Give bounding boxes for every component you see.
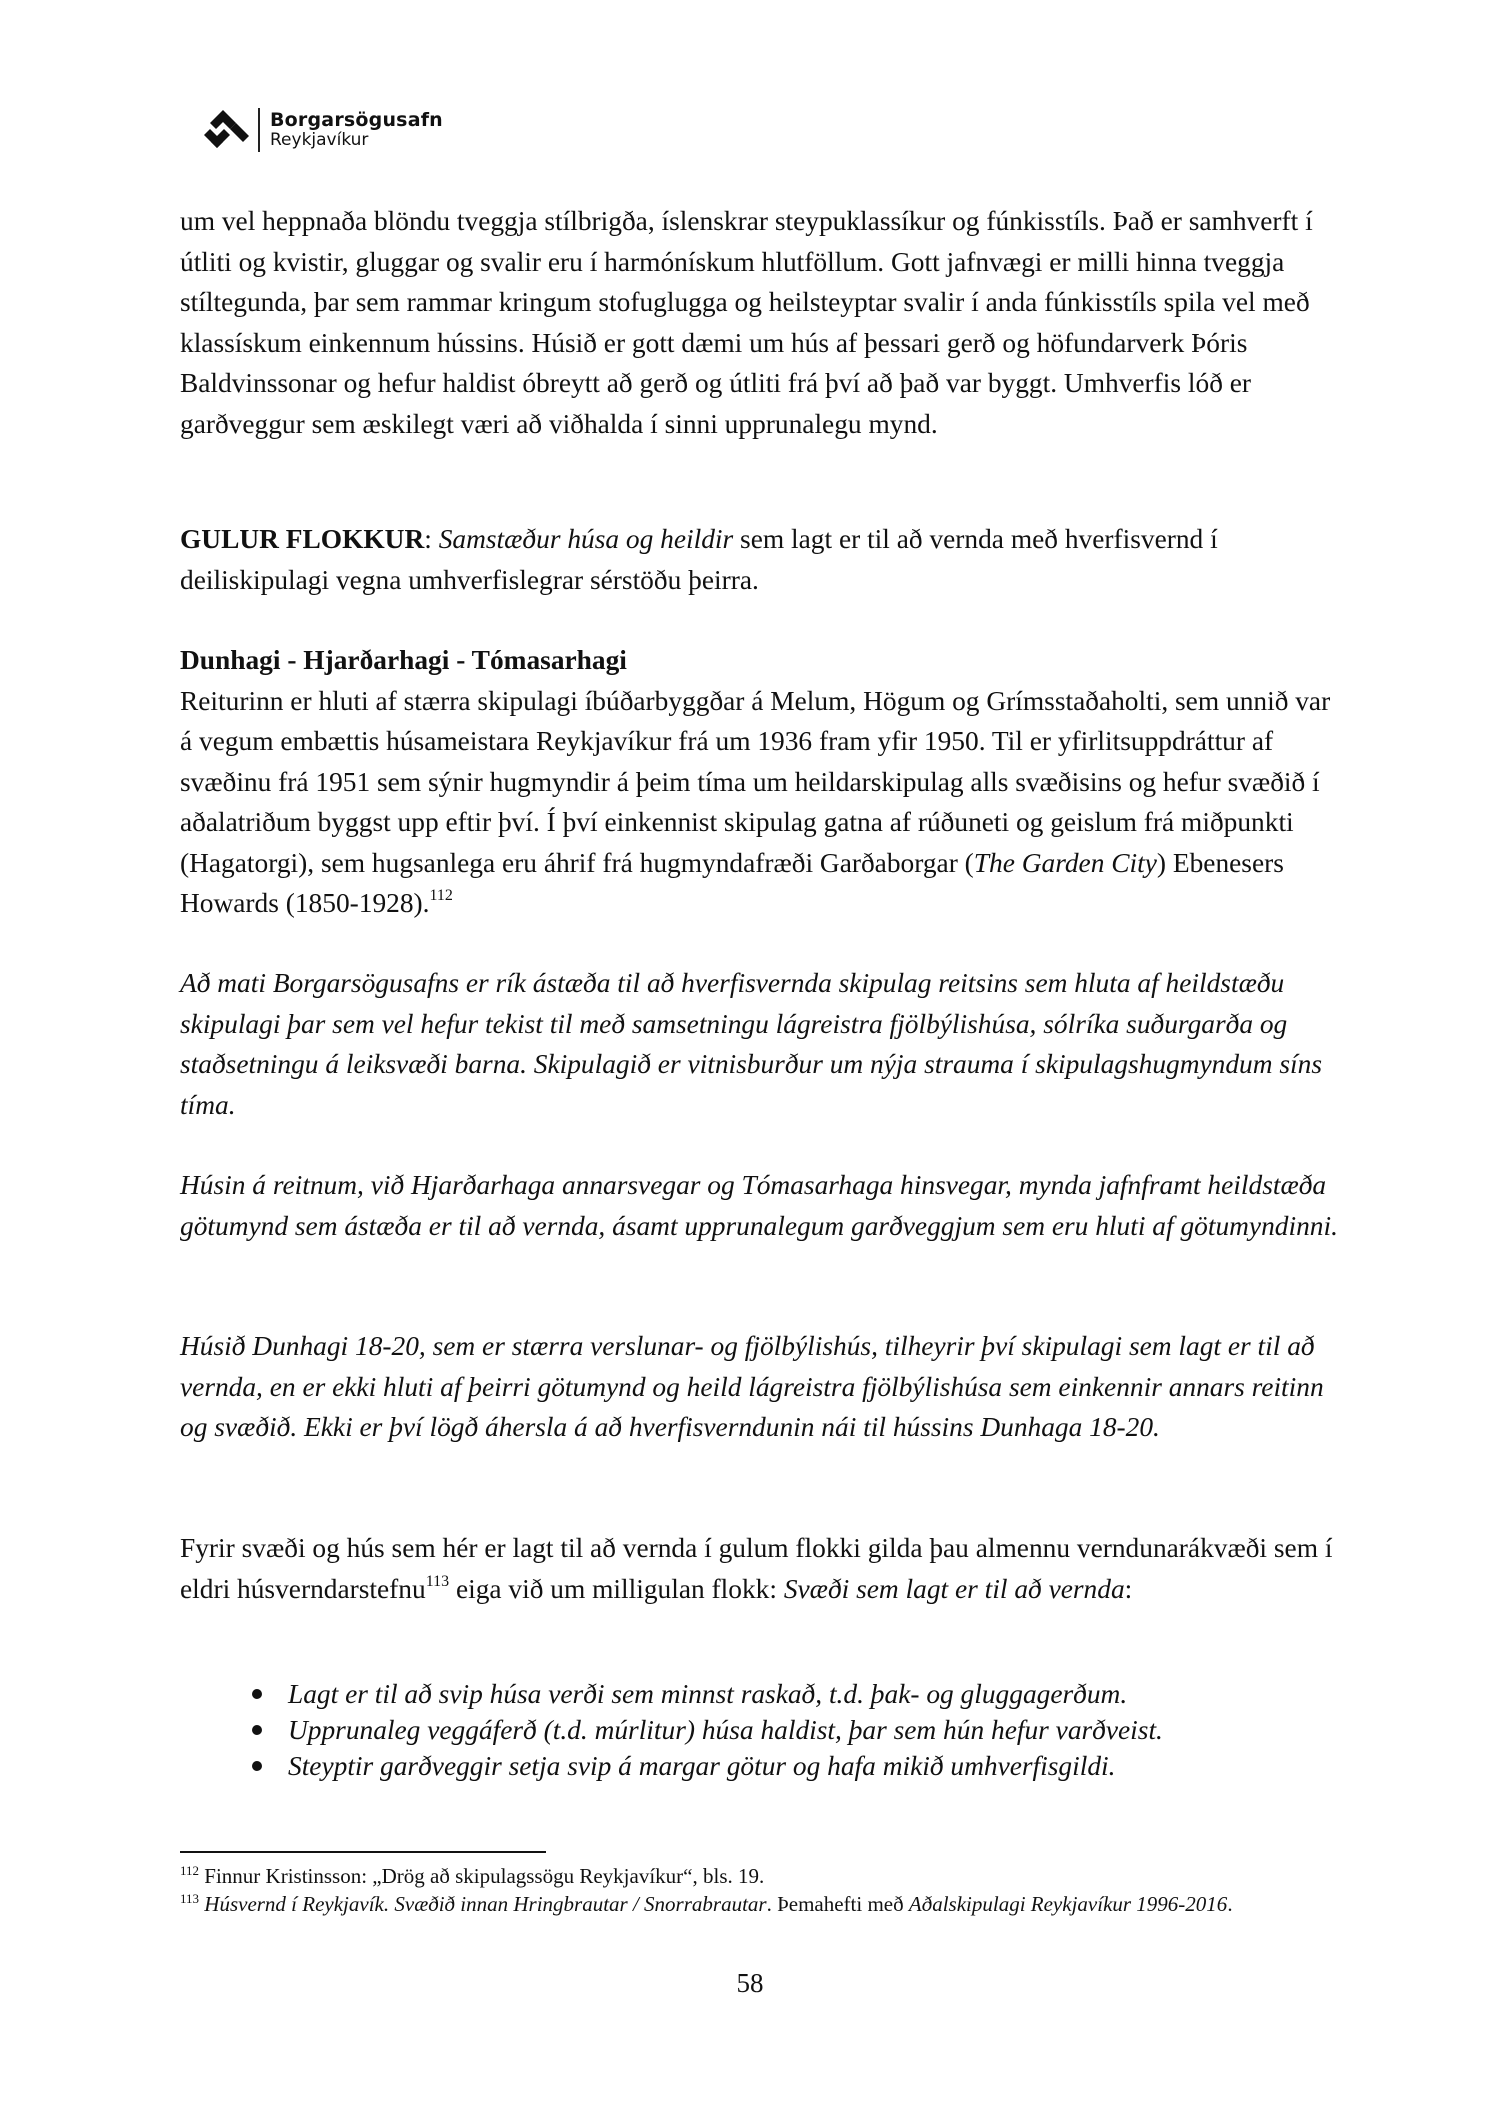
bullet-icon — [252, 1761, 262, 1771]
footnote-113 — [180, 1890, 1350, 1918]
footnote-divider — [180, 1851, 546, 1853]
bullet-list — [252, 1676, 1352, 1784]
footnote-end: . — [1227, 1892, 1233, 1916]
footnote-number: 112 — [180, 1863, 200, 1878]
section-heading: Dunhagi - Hjarðarhagi - Tómasarhagi — [180, 645, 627, 675]
logo-name: Borgarsögusafn — [270, 109, 443, 132]
list-item — [252, 1676, 1352, 1712]
paragraph-text: Húsið Dunhagi 18-20, sem er stærra verslunar- og fjölbýlishús, tilheyrir því skipulagi sem lagt er til að vernda, en er ekki hluti af þeirri götumynd og heild lágreistra fjölbýlishúsa sem einkennir annars reitinn og svæðið. Ekki er því lögð áhersla á að hverfisverndunin nái til hússins Dunhaga 18-20. — [180, 1331, 1324, 1442]
italic-paragraph-3 — [180, 1326, 1340, 1448]
paragraph-text: um vel heppnaða blöndu tveggja stílbrigða, íslenskrar steypuklassíkur og fúnkisstíls. Það er samhverft í útliti og kvistir, gluggar og svalir eru í harmónískum hlutföllum. Gott jafnvægi er milli hinna tveggja stíltegunda, þar sem rammar kringum stofuglugga og heilsteyptar svalir í anda fúnkisstíls spila vel með klassískum einkennum hússins. Húsið er gott dæmi um hús af þessari gerð og höfundarverk Þóris Baldvinssonar og hefur haldist óbreytt að gerð og útliti frá því að það var byggt. Umhverfis lóð er garðveggur sem æskilegt væri að viðhalda í sinni upprunalegu mynd. — [180, 206, 1313, 439]
category-colon: : — [424, 524, 439, 554]
footnote-italic-b: Aðalskipulagi Reykjavíkur 1996-2016 — [908, 1892, 1228, 1916]
footnote-number: 113 — [180, 1891, 200, 1906]
list-item-text: Steyptir garðveggir setja svip á margar götur og hafa mikið umhverfisgildi. — [288, 1751, 1116, 1781]
closing-italic: Svæði sem lagt er til að vernda — [783, 1573, 1125, 1604]
footnotes — [180, 1862, 1350, 1918]
closing-paragraph — [180, 1528, 1340, 1609]
list-item — [252, 1748, 1352, 1784]
page-number: 58 — [736, 1968, 764, 1998]
section-text-italic: The Garden City — [973, 847, 1157, 878]
list-item-text: Upprunaleg veggáferð (t.d. múrlitur) húsa haldist, þar sem hún hefur varðveist. — [288, 1715, 1163, 1745]
closing-end: : — [1124, 1573, 1133, 1604]
footnote-112 — [180, 1862, 1350, 1890]
borgarsogusafn-logo-icon — [196, 108, 250, 152]
paragraph-text: Húsin á reitnum, við Hjarðarhaga annarsvegar og Tómasarhaga hinsvegar, mynda jafnframt heildstæða götumynd sem ástæða er til að vernda, ásamt upprunalegum garðveggjum sem eru hluti af götumyndinni. — [180, 1170, 1338, 1241]
section-text-a: Reiturinn er hluti af stærra skipulagi íbúðarbyggðar á Melum, Högum og Grímsstaðaholti, sem unnið var á vegum embættis húsameistara Reykjavíkur frá um 1936 fram yfir 1950. Til er yfirlitsuppdráttur af svæðinu frá 1951 sem sýnir hugmyndir á þeim tíma um heildarskipulag alls svæðisins og hefur svæðið í aðalatriðum byggst upp eftir því. Í því einkennist skipulag gatna af rúðuneti og geislum frá miðpunkti (Hagatorgi), sem hugsanlega eru áhrif frá hugmyndafræði Garðaborgar ( — [180, 685, 1331, 878]
category-label: GULUR FLOKKUR — [180, 524, 425, 554]
category-rest: sem lagt er til að vernda með hverfisvernd í deiliskipulagi vegna umhverfislegrar sérstöðu þeirra. — [180, 524, 1218, 595]
category-paragraph — [180, 519, 1340, 600]
footnote-text: . Þemahefti með — [766, 1892, 909, 1916]
footnote-ref-112: 112 — [429, 887, 453, 904]
section-dunhagi — [180, 640, 1340, 924]
logo-subtitle: Reykjavíkur — [270, 130, 369, 151]
logo-divider — [258, 108, 260, 152]
bullet-icon — [252, 1725, 262, 1735]
footnote-italic-a: Húsvernd í Reykjavík. Svæðið innan Hringbrautar / Snorrabrautar — [199, 1892, 767, 1916]
footnote-text: Finnur Kristinsson: „Drög að skipulagssögu Reykjavíkur“, bls. 19. — [199, 1864, 765, 1888]
section-text-b: ) Ebenesers Howards (1850-1928). — [180, 847, 1284, 918]
bullet-icon — [252, 1689, 262, 1699]
logo — [196, 104, 443, 156]
body-paragraph-1 — [180, 201, 1340, 444]
closing-text-b: eiga við um milligulan flokk: — [449, 1573, 784, 1604]
closing-text-a: Fyrir svæði og hús sem hér er lagt til að vernda í gulum flokki gilda þau almennu verndunarákvæði sem í eldri húsverndarstefnu — [180, 1533, 1333, 1604]
italic-paragraph-1 — [180, 963, 1340, 1125]
paragraph-text: Að mati Borgarsögusafns er rík ástæða til að hverfisvernda skipulag reitsins sem hluta af heildstæðu skipulagi þar sem vel hefur tekist til með samsetningu lágreistra fjölbýlishúsa, sólríka suðurgarða og staðsetningu á leiksvæði barna. Skipulagið er vitnisburður um nýja strauma í skipulagshugmyndum síns tíma. — [180, 968, 1323, 1120]
category-italic: Samstæður húsa og heildir — [438, 524, 734, 554]
footnote-ref-113: 113 — [425, 1572, 450, 1590]
list-item — [252, 1712, 1352, 1748]
list-item-text: Lagt er til að svip húsa verði sem minnst raskað, t.d. þak- og gluggagerðum. — [288, 1679, 1128, 1709]
italic-paragraph-2 — [180, 1165, 1340, 1246]
